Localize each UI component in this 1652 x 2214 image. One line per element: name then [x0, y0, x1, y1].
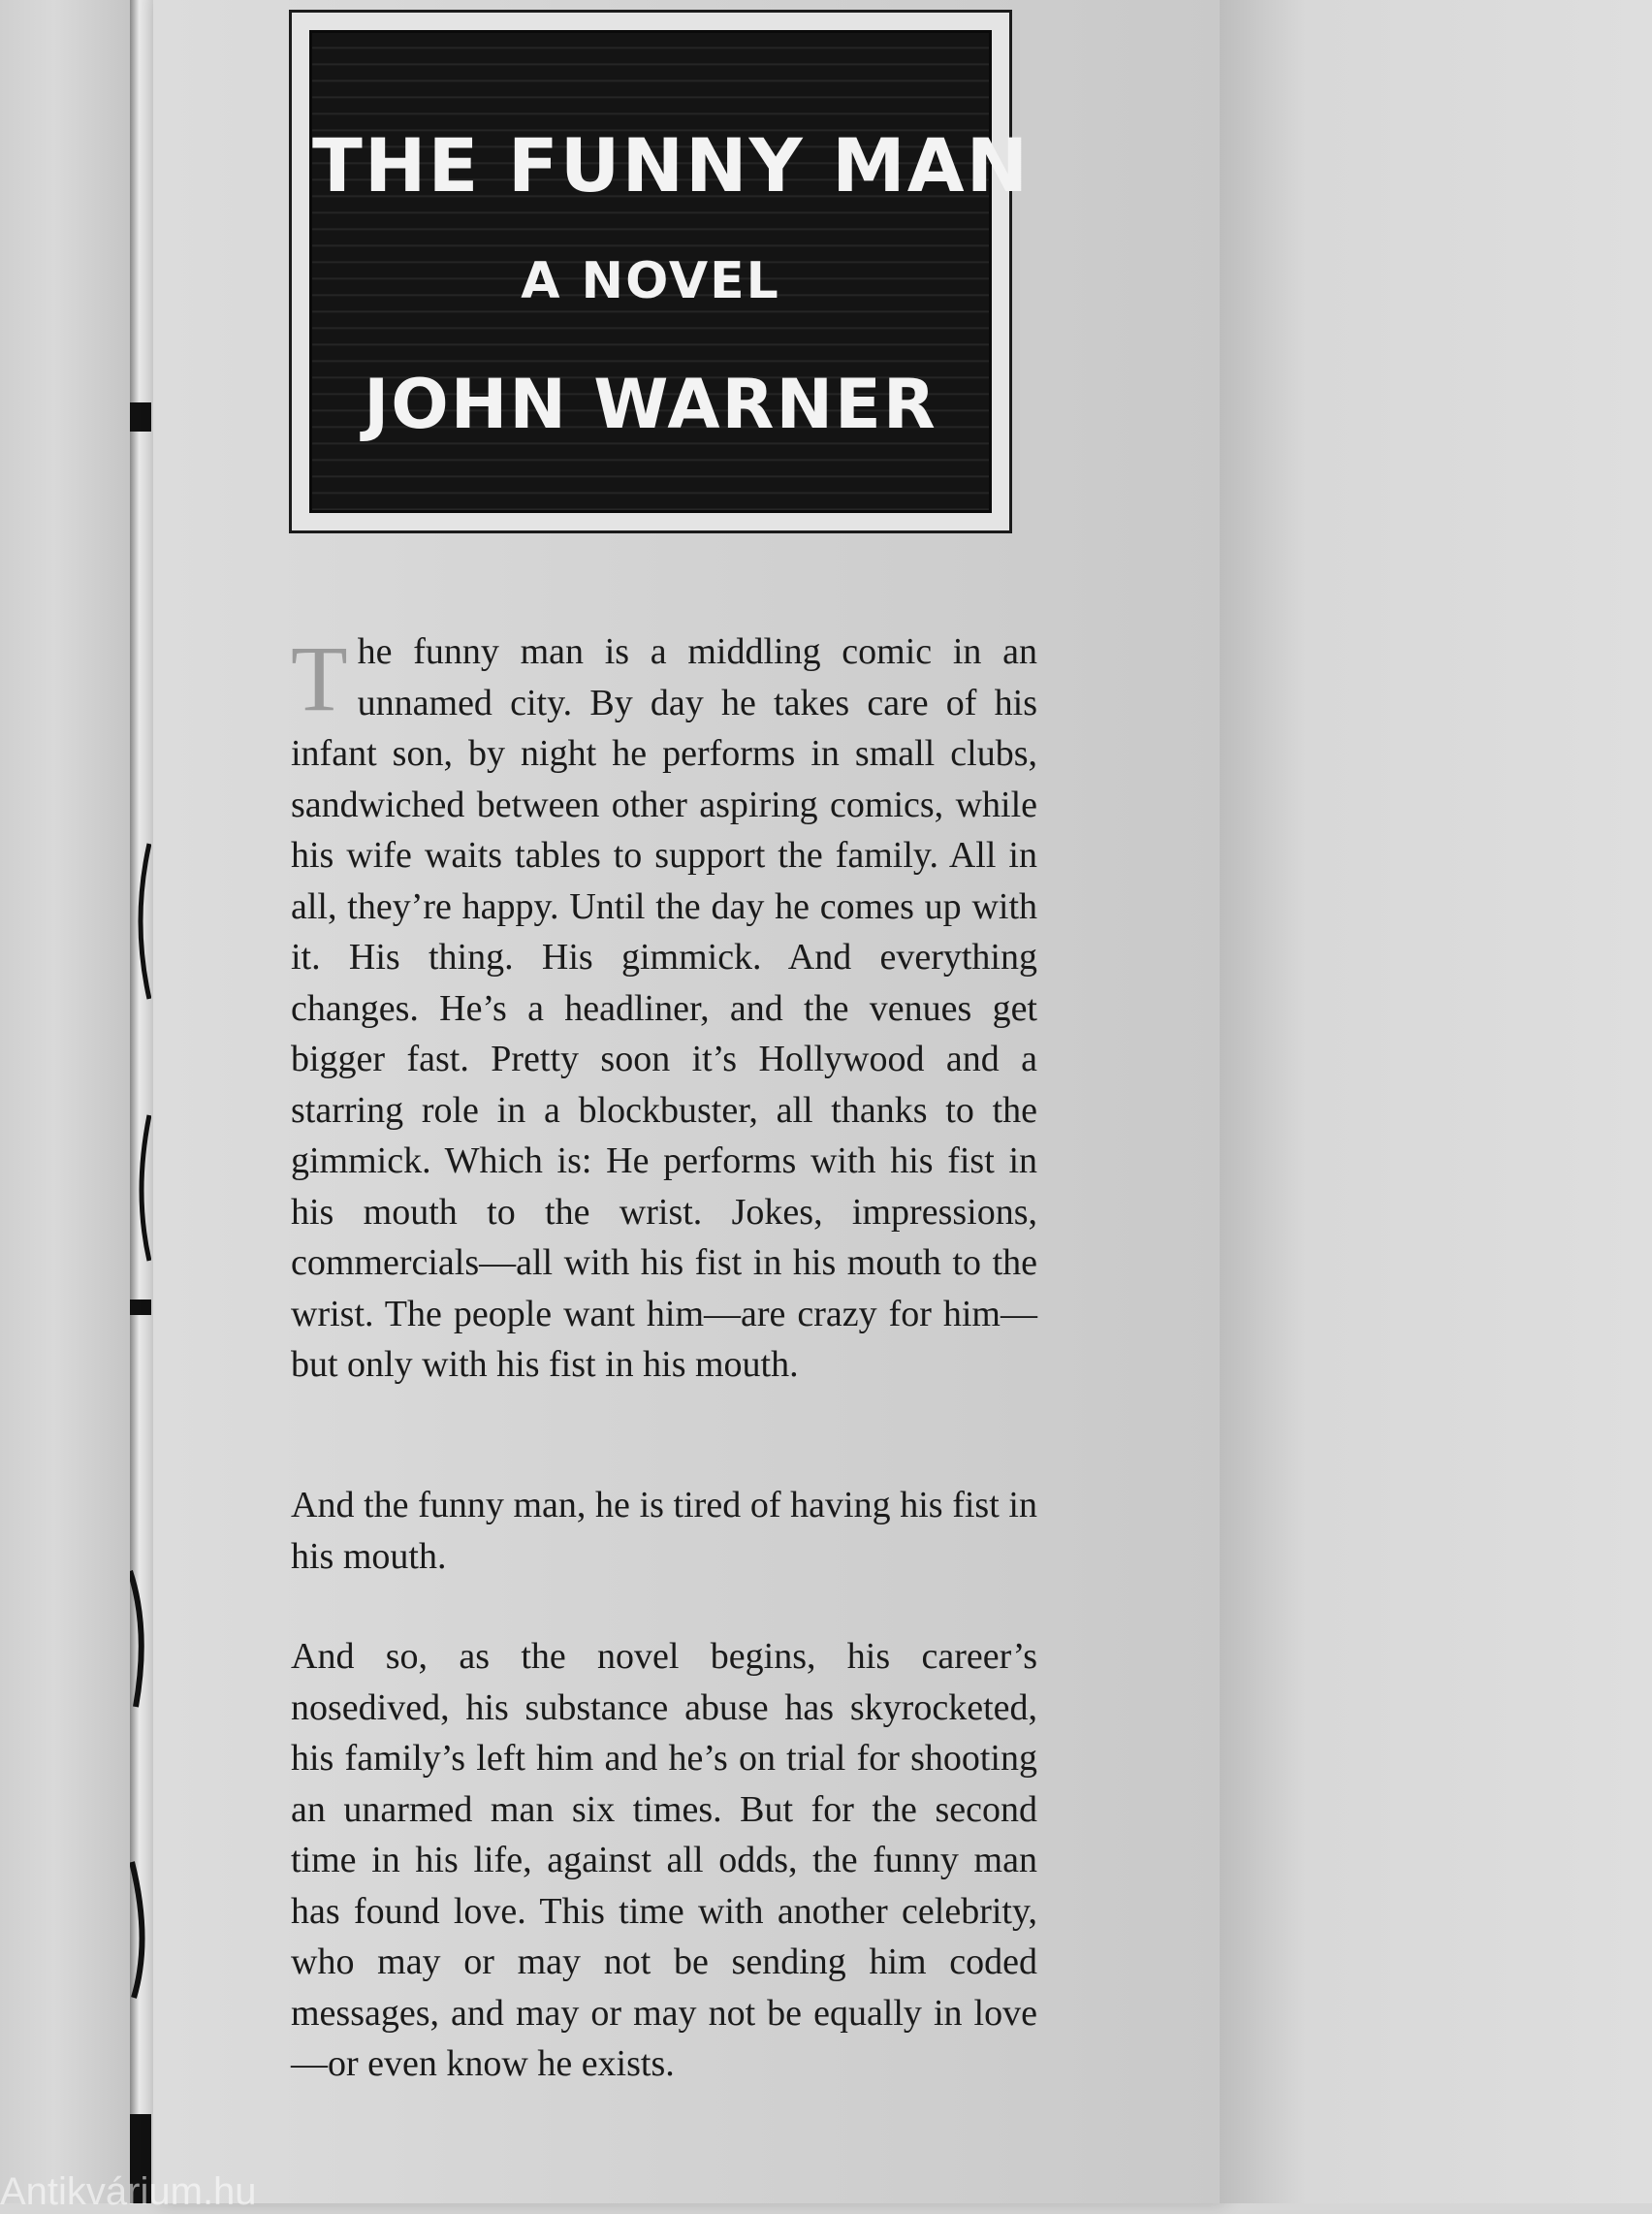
description-paragraph-3: And so, as the novel begins, his career’s nosedived, his substance abuse has skyrocketed, his family’s left him and he’s on trial for shooting an unarmed man six times. But for the second time in his life, against all odds, the funny man has found love. This time with another celebrity, who may or may not be sending him coded messages, and may or may not be equally in love—or even know he exists.: [291, 1636, 1037, 2084]
description-paragraph-1: [291, 626, 1037, 1391]
title-plaque: [289, 10, 1031, 533]
letterboard: [309, 30, 1031, 513]
book-spine-background: [0, 0, 136, 2203]
paragraph-1-text: he funny man is a middling comic in an unnamed city. By day he takes care of his infant son, by night he performs in small clubs, sandwiched between other aspiring comics, while his wife waits tables to support the family. All in all, they’re happy. Until the day he comes up with it. His thing. His gimmick. And everything changes. He’s a headliner, and the venues get bigger fast. Pretty soon it’s Hollywood and a starring role in a blockbuster, all thanks to the gimmick. Which is: He performs with his fist in his mouth to the wrist. Jokes, impressions, commercials—all with his fist in his mouth to the wrist. The people want him—are crazy for him—but only with his fist in his mouth.: [291, 631, 1037, 1385]
book-author: JOHN WARNER: [364, 365, 937, 444]
watermark: Antikvárium.hu: [0, 2170, 257, 2213]
book-title: THE FUNNY MAN: [312, 122, 1031, 209]
page-background: [1220, 0, 1652, 2203]
spine-artwork: [130, 0, 151, 2203]
drop-cap: T: [291, 626, 348, 730]
description-paragraph-2: And the funny man, he is tired of having his fist in his mouth.: [291, 1485, 1037, 1577]
book-subtitle: A NOVEL: [521, 252, 780, 310]
